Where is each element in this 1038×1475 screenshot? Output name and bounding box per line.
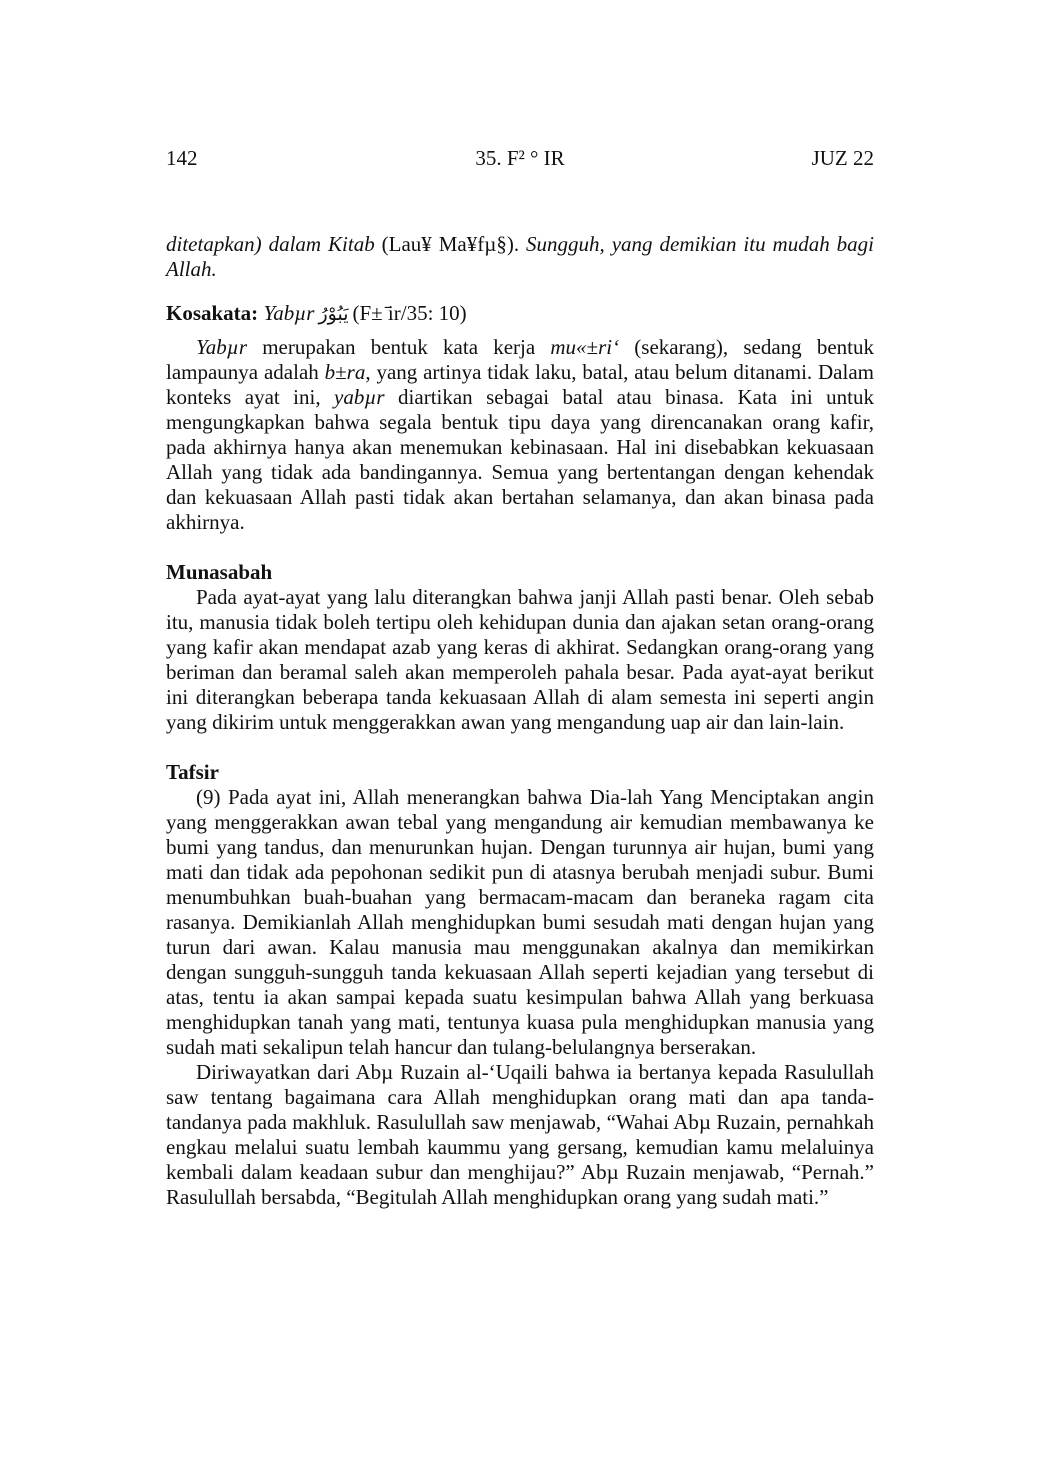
- munasabah-heading: Munasabah: [166, 560, 273, 584]
- surah-title: 35. F² ° IR: [475, 146, 565, 170]
- page-number: 142: [166, 146, 198, 170]
- term-mudari: mu«±ri‘: [550, 335, 620, 359]
- kosakata-heading: [166, 301, 874, 327]
- term-bara: b±ra: [324, 360, 366, 384]
- term-yabur: Yabµr: [196, 335, 248, 359]
- tafsir-paragraph-1: (9) Pada ayat ini, Allah menerangkan bahwa Dia-lah Yang Menciptakan angin yang menggerakkan awan tebal yang mengandung air kemudian membawanya ke bumi yang tandus, dan menurunkan hujan. Dengan turunnya air hujan, bumi yang mati dan tidak ada pepohonan sedikit pun di atasnya berubah menjadi subur. Bumi menumbuhkan buah-buahan yang bermacam-macam dan beraneka ragam cita rasanya. Demikianlah Allah menghidupkan bumi sesudah mati dengan hujan yang turun dari awan. Kalau manusia mau menggunakan akalnya dan memikirkan dengan sungguh-sungguh tanda kekuasaan Allah seperti kejadian yang tersebut di atas, tentu ia akan sampai kepada suatu kesimpulan bahwa Allah yang berkuasa menghidupkan tanah yang mati, tentunya kuasa pula menghidupkan manusia yang sudah mati sekalipun telah hancur dan tulang-belulangnya berserakan.: [166, 785, 874, 1059]
- intro-text-italic: ditetapkan) dalam Kitab: [166, 232, 375, 256]
- kosakata-reference: (F± ̄ir/35: 10): [352, 301, 467, 325]
- tafsir-paragraph-2: Diriwayatkan dari Abµ Ruzain al-‘Uqaili bahwa ia bertanya kepada Rasulullah saw tentang bagaimana cara Allah menghidupkan orang mati dan apa tanda-tandanya pada makhluk. Rasulullah saw menjawab, “Wahai Abµ Ruzain, pernahkah engkau melalui suatu lembah kaummu yang gersang, kemudian kamu melaluinya kembali dalam keadaan subur dan menghijau?” Abµ Ruzain menjawab, “Pernah.” Rasulullah bersabda, “Begitulah Allah menghidupkan orang yang sudah mati.”: [166, 1060, 874, 1209]
- munasabah-paragraph: Pada ayat-ayat yang lalu diterangkan bahwa janji Allah pasti benar. Oleh sebab itu, manusia tidak boleh tertipu oleh kehidupan dunia dan ajakan setan orang-orang yang kafir akan mendapat azab yang keras di akhirat. Sedangkan orang-orang yang beriman dan beramal saleh akan memperoleh pahala besar. Pada ayat-ayat berikut ini diterangkan beberapa tanda kekuasaan Allah di alam semesta ini seperti angin yang dikirim untuk menggerakkan awan yang mengandung uap air dan lain-lain.: [166, 585, 874, 734]
- section-gap: [166, 735, 874, 745]
- intro-text-italic-2: Sungguh, yang demikian itu mudah bagi Allah.: [166, 232, 874, 281]
- kosakata-text-a: merupakan bentuk kata kerja: [247, 335, 551, 359]
- page-content: [166, 232, 874, 1210]
- tafsir-heading: Tafsir: [166, 760, 219, 784]
- kosakata-paragraph: [166, 335, 874, 535]
- kosakata-text-d: diartikan sebagai batal atau binasa. Kata ini untuk mengungkapkan bahwa segala bentuk tipu daya yang direncanakan orang kafir, pada akhirnya hanya akan menemukan kebinasaan. Hal ini disebabkan kekuasaan Allah yang tidak ada bandingannya. Semua yang bertentangan dengan kehendak dan kekuasaan Allah pasti tidak akan bertahan selamanya, dan akan binasa pada akhirnya.: [166, 385, 874, 534]
- intro-paragraph: [166, 232, 874, 282]
- kosakata-term: Yabµr: [263, 301, 315, 325]
- section-gap: [166, 535, 874, 545]
- kosakata-label: Kosakata:: [166, 301, 259, 325]
- intro-transliteration: (Lau¥ Ma¥fµ§).: [374, 232, 527, 256]
- juz-label: JUZ 22: [811, 146, 874, 170]
- term-yabur-2: yabµr: [334, 385, 385, 409]
- kosakata-text-c: , yang artinya tidak laku, batal, atau belum ditanami. Dalam konteks ayat ini,: [166, 360, 874, 409]
- kosakata-text-b: (sekarang), sedang bentuk lampaunya adalah: [166, 335, 875, 384]
- kosakata-arabic: يَبُوْرُ: [318, 303, 349, 325]
